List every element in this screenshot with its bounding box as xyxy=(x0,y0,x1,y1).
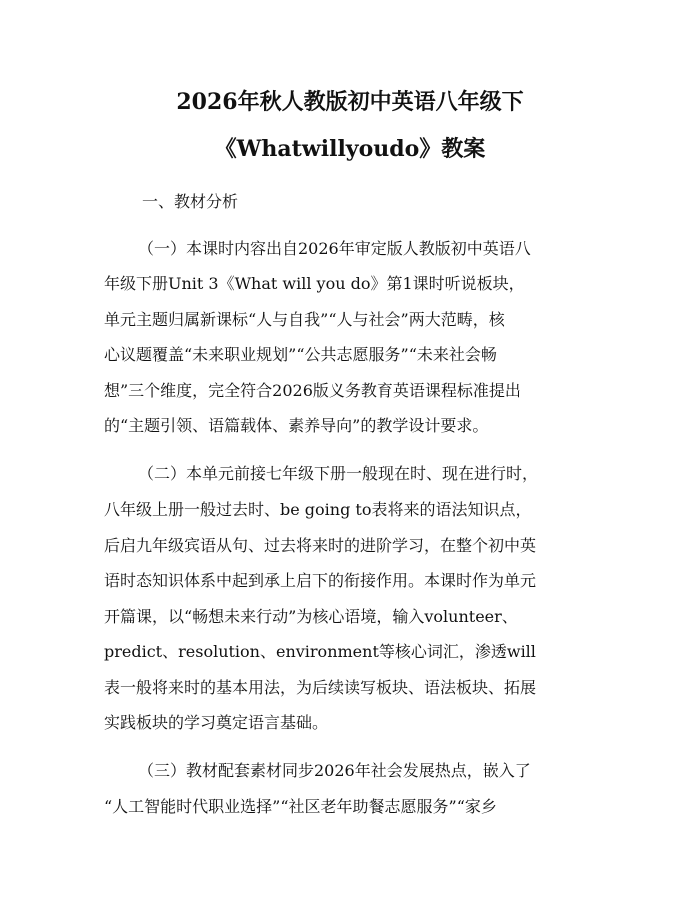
paragraph-1-line: 年级下册Unit 3《What will you do》第1课时听说板块， xyxy=(104,274,525,293)
paragraph-2-line: （二）本单元前接七年级下册一般现在时、现在进行时， xyxy=(138,464,539,483)
paragraph-1-line: 单元主题归属新课标“人与自我”“人与社会”两大范畴，核 xyxy=(104,310,505,329)
paragraph-3-line: “人工智能时代职业选择”“社区老年助餐志愿服务”“家乡 xyxy=(104,797,497,816)
paragraph-2-line: predict、resolution、environment等核心词汇，渗透will xyxy=(104,642,536,661)
paragraph-2-line: 开篇课，以“畅想未来行动”为核心语境，输入volunteer、 xyxy=(104,607,518,626)
paragraph-1-line: 想”三个维度，完全符合2026版义务教育英语课程标准提出 xyxy=(104,381,521,400)
document-title-line-1: 2026年秋人教版初中英语八年级下 xyxy=(176,89,524,115)
section-heading-materials-analysis: 一、教材分析 xyxy=(142,192,239,211)
paragraph-3-line: （三）教材配套素材同步2026年社会发展热点，嵌入了 xyxy=(138,761,531,780)
paragraph-1-line: 的“主题引领、语篇载体、素养导向”的教学设计要求。 xyxy=(104,416,489,435)
paragraph-2-line: 八年级上册一般过去时、be going to表将来的语法知识点， xyxy=(104,500,532,519)
paragraph-1-line: （一）本课时内容出自2026年审定版人教版初中英语八 xyxy=(138,239,531,258)
paragraph-1-line: 心议题覆盖“未来职业规划”“公共志愿服务”“未来社会畅 xyxy=(104,345,497,364)
paragraph-2-line: 实践板块的学习奠定语言基础。 xyxy=(104,713,329,732)
paragraph-2-line: 后启九年级宾语从句、过去将来时的进阶学习，在整个初中英 xyxy=(104,536,537,555)
document-title-line-2: 《Whatwillyoudo》教案 xyxy=(214,136,486,162)
paragraph-2-line: 表一般将来时的基本用法，为后续读写板块、语法板块、拓展 xyxy=(104,678,537,697)
paragraph-2-line: 语时态知识体系中起到承上启下的衔接作用。本课时作为单元 xyxy=(104,571,537,590)
